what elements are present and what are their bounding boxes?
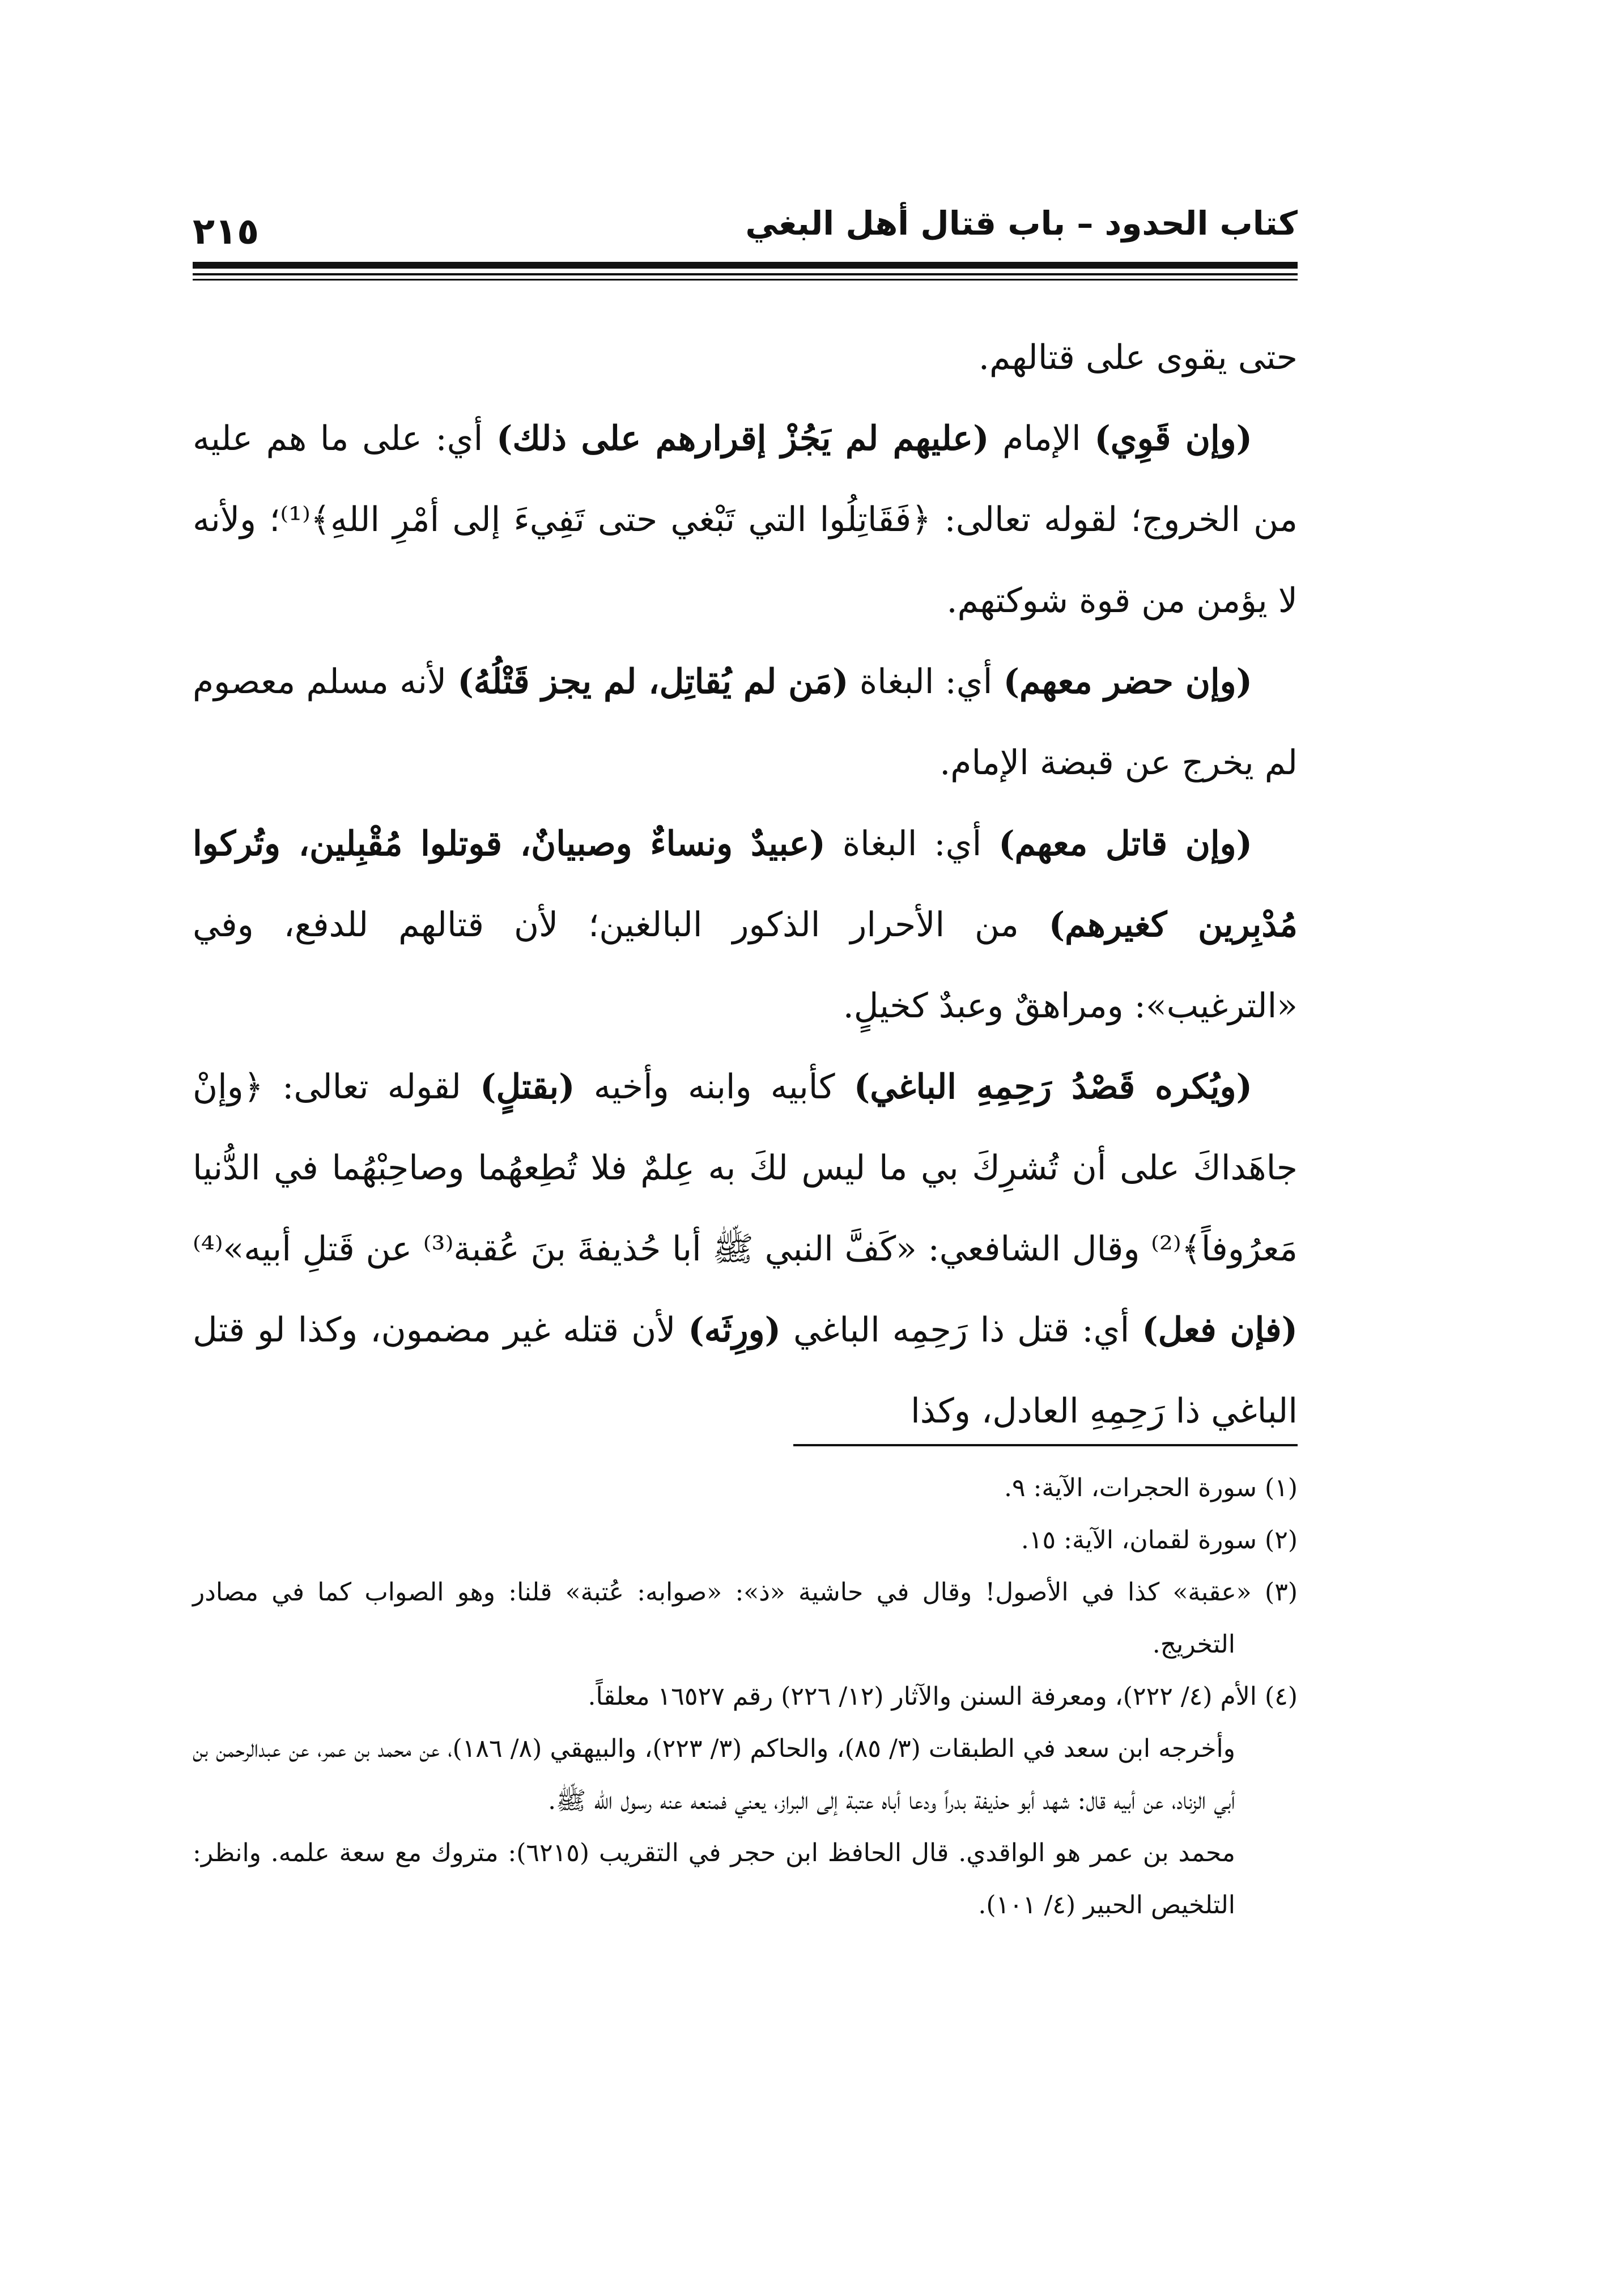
main-text [193, 317, 1298, 1452]
footnote-3: (٣) «عقبة» كذا في الأصول! وقال في حاشية «ذ»: «صوابه: عُتبة» قلنا: وهو الصواب كما في مصادر التخريج. [193, 1578, 1298, 1659]
footnote-4-continuation: وأخرجه ابن سعد في الطبقات (٣/ ٨٥)، والحاكم (٣/ ٢٢٣)، والبيهقي (٨/ ١٨٦)، عن محمد بن عمر، عن عبدالرحمن بن أبي الزناد، عن أبيه قال: شهد أبو حذيفة بدراً ودعا أباه عتبة إلى البراز، يعني فمنعه عنه رسول الله ﷺ. [193, 1734, 1235, 1815]
bold-phrase: (عبيدٌ ونساءٌ وصبيانٌ، قوتلوا مُقْبِلين، وتُركوا مُدْبِرين كغيرهم) [193, 824, 1298, 945]
footnote-4: (٤) الأم (٤/ ٢٢٢)، ومعرفة السنن والآثار (١٢/ ٢٢٦) رقم ١٦٥٢٧ معلقاً. [588, 1682, 1298, 1711]
text-run: أي: على ما هم عليه من الخروج؛ لقوله تعالى: ﴿فَقَاتِلُوا التي تَبْغي حتى تَفِيءَ إلى أمْرِ اللهِ﴾⁽¹⁾؛ ولأنه لا يؤمن من قوة شوكتهم. [193, 419, 1298, 621]
header-rule-thin [193, 273, 1298, 275]
text-run: كأبيه وابنه وأخيه [575, 1067, 854, 1107]
text-run: من الأحرار الذكور البالغين؛ لأن قتالهم للدفع، وفي «الترغيب»: ومراهقٌ وعبدٌ كخيلٍ. [193, 905, 1298, 1026]
page-header [193, 204, 1298, 255]
footnote-2: (٢) سورة لقمان، الآية: ١٥. [1021, 1526, 1298, 1555]
text-run: أي: قتل ذا رَحِمِه الباغي [780, 1310, 1142, 1350]
paragraph-5 [193, 1047, 1298, 1452]
bold-phrase: (عليهم لم يَجُزْ إقرارهم على ذلك) [496, 419, 989, 458]
text-run: لأنه مسلم معصوم لم يخرج عن قبضة الإمام. [193, 662, 1298, 783]
header-rule-thick [193, 262, 1298, 269]
text-run: أي: البغاة [848, 662, 1004, 702]
text-run: لأن قتله غير مضمون، وكذا لو قتل الباغي ذا رَحِمِهِ العادل، وكذا [193, 1310, 1298, 1431]
bold-phrase: (ورِثَه) [688, 1310, 781, 1350]
bold-phrase: (وإن قَوِي) [1094, 419, 1252, 458]
running-title: كتاب الحدود – باب قتال أهل البغي [745, 204, 1298, 243]
bold-phrase: (وإن حضر معهم) [1003, 662, 1252, 702]
bold-phrase: (ويُكره قَصْدُ رَحِمِهِ الباغي) [853, 1067, 1252, 1107]
paragraph-3 [193, 642, 1298, 804]
bold-phrase: (فإن فعل) [1142, 1310, 1298, 1350]
footnote-4-continuation-2: محمد بن عمر هو الواقدي. قال الحافظ ابن حجر في التقريب (٦٢١٥): متروك مع سعة علمه. وانظر: التلخيص الحبير (٤/ ١٠١). [193, 1838, 1235, 1920]
bold-phrase: (مَن لم يُقاتِل، لم يجز قَتْلُهُ) [457, 662, 849, 702]
footnote-separator [793, 1444, 1298, 1446]
paragraph-4 [193, 804, 1298, 1047]
page-number: ٢١٥ [193, 211, 260, 253]
text-run: الإمام [989, 419, 1095, 458]
bold-phrase: (وإن قاتل معهم) [998, 824, 1252, 864]
header-rule-thin-2 [193, 279, 1298, 281]
footnotes [193, 1462, 1298, 1931]
paragraph-2 [193, 398, 1298, 642]
paragraph-1: حتى يقوى على قتالهم. [978, 338, 1298, 377]
text-run: لقوله تعالى: ﴿وإنْ جاهَداكَ على أن تُشرِكَ بي ما ليس لكَ به عِلمٌ فلا تُطِعهُما وصاحِبْهُما في الدُّنيا مَعرُوفاً﴾⁽²⁾ وقال الشافعي: «كَفَّ النبي ﷺ أبا حُذيفةَ بنَ عُقبة⁽³⁾ عن قَتلِ أبيه»⁽⁴⁾ [193, 1067, 1298, 1269]
bold-phrase: (بقتلٍ) [480, 1067, 575, 1107]
text-run: أي: البغاة [825, 824, 999, 864]
footnote-1: (١) سورة الحجرات، الآية: ٩. [1004, 1474, 1298, 1502]
